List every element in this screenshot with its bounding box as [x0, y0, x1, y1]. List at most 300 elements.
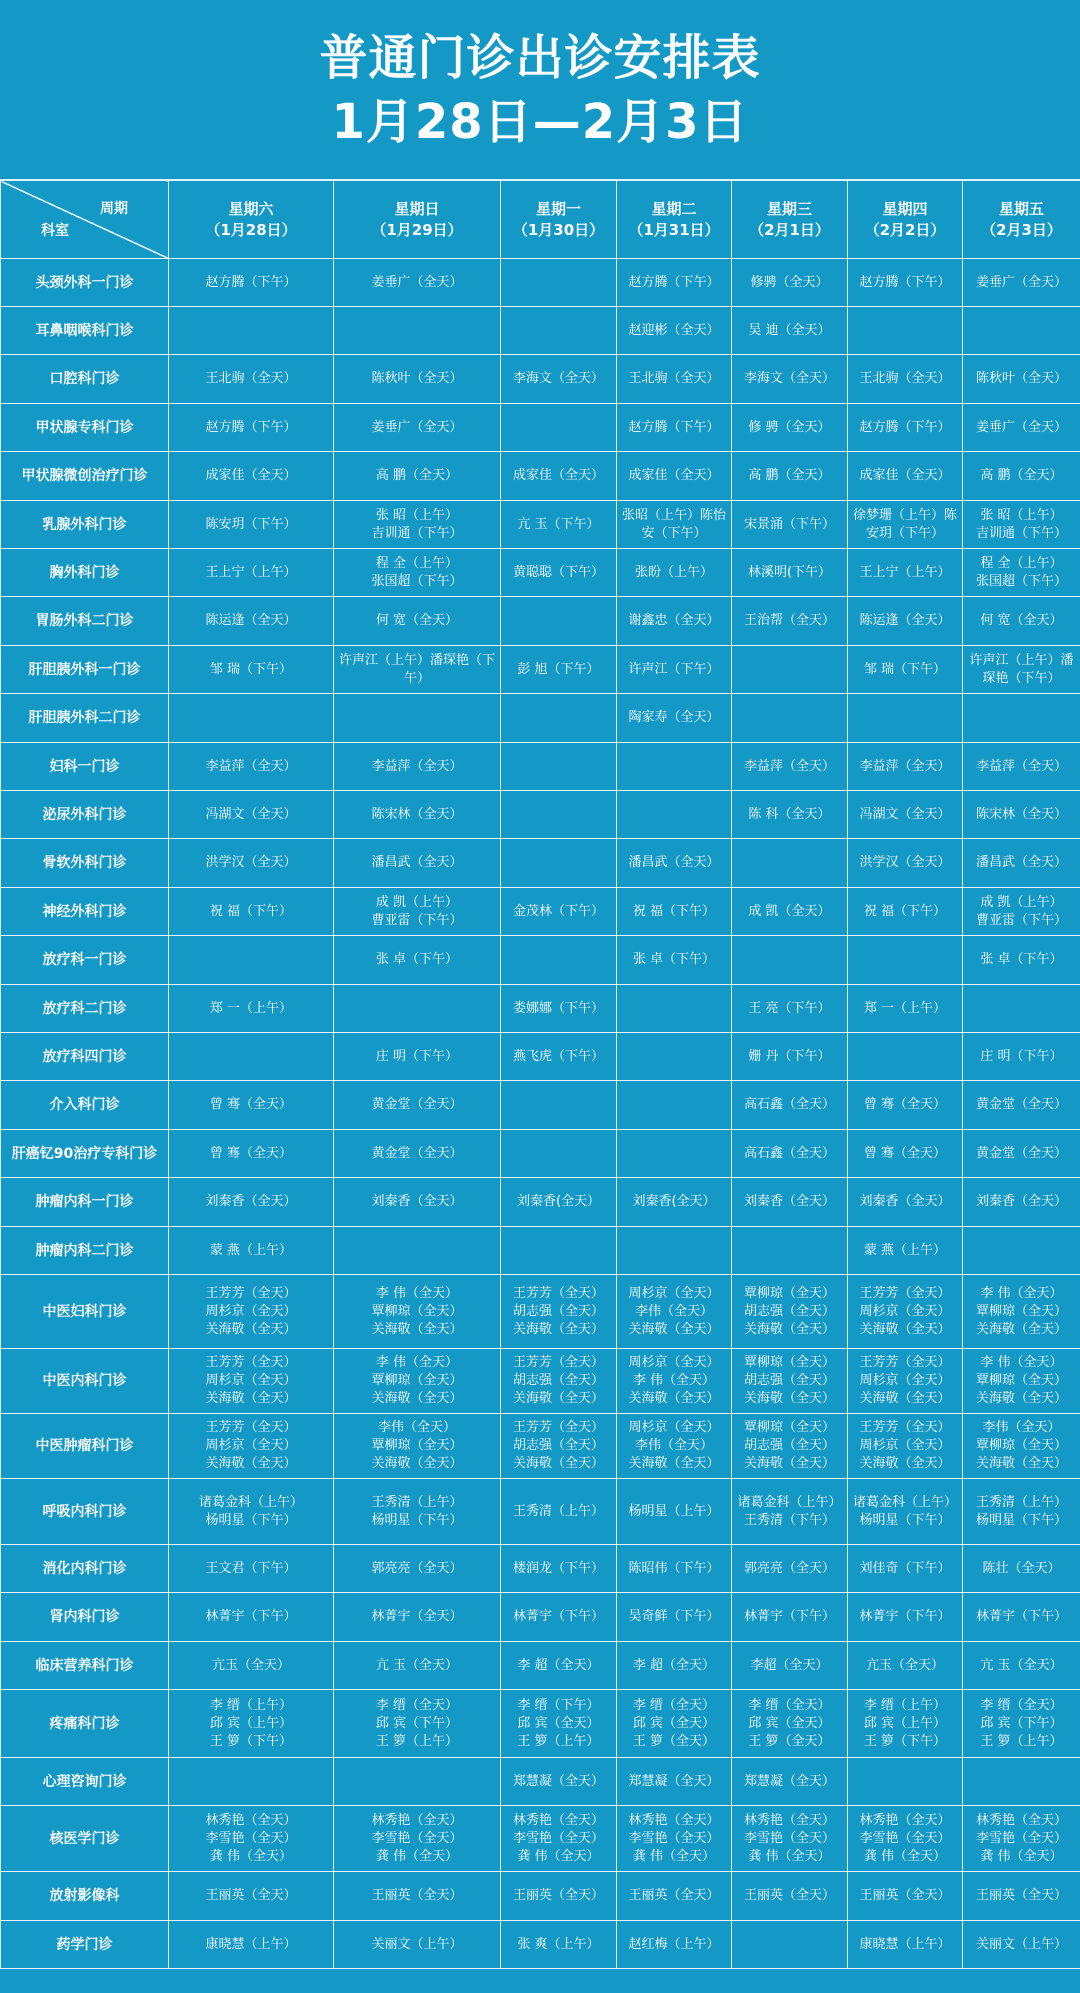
department-name: 甲状腺微创治疗门诊	[1, 452, 169, 501]
schedule-cell	[501, 1806, 617, 1872]
doctor-entry: 关海敬（全天）	[859, 1321, 951, 1337]
department-name: 神经外科门诊	[1, 888, 169, 936]
schedule-cell	[334, 1349, 501, 1414]
doctor-entry: 刘秦香（全天）	[859, 1194, 951, 1209]
schedule-cell	[617, 1690, 732, 1758]
department-name: 胃肠外科二门诊	[1, 597, 169, 646]
doctor-entry: 亢 玉（下午）	[517, 516, 600, 532]
table-row	[1, 1690, 1080, 1758]
doctor-entry: 何 宽（全天）	[980, 613, 1063, 628]
doctor-entry: 周杉京（全天）	[628, 1420, 720, 1435]
doctor-entry: 林秀艳（全天）	[859, 1812, 951, 1828]
doctor-entry: 关海敬（全天）	[859, 1456, 951, 1471]
doctor-entry: 刘秦香(全天）	[632, 1194, 716, 1209]
doctor-entry: 关海敬（全天）	[205, 1456, 297, 1471]
schedule-cell	[501, 1758, 617, 1806]
table-row	[1, 549, 1080, 597]
table-row	[1, 1758, 1080, 1806]
schedule-cell	[334, 791, 501, 839]
doctor-entry: 林秀艳（全天）	[743, 1812, 835, 1828]
doctor-entry: 张 卓（下午）	[375, 952, 459, 967]
doctor-entry: 王 箩（上午）	[980, 1733, 1063, 1749]
doctor-entry: 李益萍（全天）	[371, 758, 463, 774]
schedule-cell	[617, 452, 732, 501]
schedule-cell	[617, 501, 732, 549]
doctor-entry: 王芳芳（全天）	[859, 1285, 951, 1301]
doctor-entry: 龚 伟（全天）	[980, 1848, 1063, 1864]
doctor-entry: 赵方腾（下午）	[628, 274, 720, 290]
schedule-cell	[617, 1642, 732, 1690]
page-header	[0, 0, 1080, 180]
schedule-cell	[501, 1642, 617, 1690]
schedule-cell	[169, 1130, 334, 1178]
doctor-entry: 高 鹏（全天）	[375, 468, 459, 483]
table-row	[1, 1642, 1080, 1690]
doctor-entry: 高石鑫（全天）	[743, 1097, 835, 1112]
day-date: （1月31日）	[628, 220, 720, 239]
schedule-cell	[501, 646, 617, 694]
doctor-entry: 徐梦珊（上午）陈安玥（下午）	[852, 507, 957, 541]
schedule-cell	[617, 1921, 732, 1969]
schedule-cell	[848, 452, 963, 501]
doctor-entry: 关海敬（全天）	[628, 1321, 720, 1337]
schedule-cell	[848, 1758, 963, 1806]
doctor-entry: 王秀清（上午）	[512, 1503, 604, 1519]
doctor-entry: 曾 骞（全天）	[209, 1145, 293, 1161]
doctor-entry: 赵方腾（下午）	[859, 419, 951, 435]
doctor-entry: 刘秦香（全天）	[205, 1194, 297, 1209]
schedule-cell	[169, 259, 334, 307]
doctor-entry: 李 伟（全天）	[375, 1355, 459, 1370]
department-name: 中医妇科门诊	[1, 1275, 169, 1349]
doctor-entry: 李超（全天）	[750, 1657, 829, 1673]
doctor-entry: 潘昌武（全天）	[975, 855, 1067, 870]
corner-header	[1, 181, 169, 259]
doctor-entry: 吴奇鲜（下午）	[628, 1609, 720, 1624]
doctor-entry: 陈运逢（全天）	[205, 613, 297, 628]
doctor-entry: 陈宋林（全天）	[975, 806, 1067, 822]
schedule-cell	[334, 597, 501, 646]
doctor-entry: 李雪艳（全天）	[859, 1830, 951, 1846]
doctor-entry: 姗 丹（下午）	[748, 1048, 831, 1064]
department-name: 肿瘤内科一门诊	[1, 1178, 169, 1227]
schedule-cell	[963, 743, 1080, 791]
department-name: 妇科一门诊	[1, 743, 169, 791]
schedule-cell	[617, 1081, 732, 1130]
day-name: 星期二	[651, 199, 697, 218]
schedule-cell	[617, 355, 732, 404]
department-name: 药学门诊	[1, 1921, 169, 1969]
doctor-entry: 赵方腾（下午）	[205, 419, 297, 435]
table-row	[1, 839, 1080, 888]
schedule-cell	[501, 1545, 617, 1593]
doctor-entry: 赵方腾（下午）	[628, 419, 720, 435]
doctor-entry: 李 伟（全天）	[980, 1285, 1063, 1301]
schedule-cell	[501, 1479, 617, 1545]
doctor-entry: 王 箩（上午）	[517, 1733, 600, 1749]
schedule-cell	[848, 1479, 963, 1545]
day-name: 星期四	[882, 199, 928, 218]
department-name: 核医学门诊	[1, 1806, 169, 1872]
schedule-cell	[334, 1227, 501, 1275]
schedule-cell	[169, 307, 334, 355]
doctor-entry: 林菁宇（全天）	[371, 1609, 463, 1624]
department-name: 肾内科门诊	[1, 1593, 169, 1642]
schedule-cell	[169, 1178, 334, 1227]
doctor-entry: 王治帮（全天）	[743, 613, 835, 628]
schedule-cell	[732, 1545, 848, 1593]
department-name: 放疗科一门诊	[1, 936, 169, 985]
doctor-entry: 林秀艳（全天）	[975, 1812, 1067, 1828]
schedule-cell	[617, 597, 732, 646]
doctor-entry: 冯湖文（全天）	[859, 806, 951, 822]
doctor-entry: 李雪艳（全天）	[743, 1830, 835, 1846]
doctor-entry: 林菁宇（下午）	[975, 1609, 1067, 1624]
doctor-entry: 程 全（上午）	[375, 555, 459, 571]
doctor-entry: 陈安玥（下午）	[205, 516, 297, 532]
doctor-entry: 周杉京（全天）	[205, 1373, 297, 1388]
schedule-cell	[732, 743, 848, 791]
schedule-cell	[848, 549, 963, 597]
department-name: 口腔科门诊	[1, 355, 169, 404]
schedule-cell	[848, 404, 963, 452]
day-date: （2月1日）	[749, 220, 830, 239]
schedule-cell	[732, 1227, 848, 1275]
schedule-cell	[848, 1642, 963, 1690]
department-name: 头颈外科一门诊	[1, 259, 169, 307]
doctor-entry: 张盼（上午）	[634, 564, 713, 580]
doctor-entry: 曹亚雷（下午）	[975, 912, 1067, 928]
schedule-cell	[963, 307, 1080, 355]
doctor-entry: 杨明星（下午）	[975, 1512, 1067, 1528]
doctor-entry: 陈壮（全天）	[982, 1560, 1061, 1576]
schedule-cell	[963, 259, 1080, 307]
doctor-entry: 洪学汉（全天）	[859, 855, 951, 870]
schedule-cell	[169, 646, 334, 694]
department-name: 肝胆胰外科二门诊	[1, 694, 169, 743]
schedule-cell	[501, 1690, 617, 1758]
day-date: （2月3日）	[981, 220, 1062, 239]
doctor-entry: 金茂林（下午）	[512, 903, 604, 919]
doctor-entry: 许声江（上午）潘琛艳（下午）	[969, 652, 1074, 686]
schedule-cell	[334, 1479, 501, 1545]
schedule-cell	[334, 743, 501, 791]
schedule-cell	[334, 839, 501, 888]
schedule-cell	[334, 1033, 501, 1081]
doctor-entry: 王上宁（上午）	[859, 564, 951, 580]
schedule-cell	[617, 1178, 732, 1227]
department-name: 肝胆胰外科一门诊	[1, 646, 169, 694]
doctor-entry: 林菁宇（下午）	[743, 1609, 835, 1624]
schedule-cell	[501, 743, 617, 791]
table-row	[1, 1806, 1080, 1872]
schedule-table	[0, 180, 1080, 1969]
doctor-entry: 蒙 燕（上午）	[209, 1242, 293, 1258]
doctor-entry: 李雪艳（全天）	[371, 1830, 463, 1846]
doctor-entry: 龚 伟（全天）	[748, 1848, 831, 1864]
schedule-cell	[963, 1349, 1080, 1414]
schedule-cell	[334, 1593, 501, 1642]
schedule-cell	[617, 1349, 732, 1414]
schedule-cell	[617, 1033, 732, 1081]
doctor-entry: 李 缙（上午）	[863, 1697, 947, 1713]
doctor-entry: 关海敬（全天）	[371, 1321, 463, 1337]
doctor-entry: 王 亮（下午）	[748, 1000, 831, 1016]
doctor-entry: 覃柳琼（全天）	[743, 1420, 835, 1435]
doctor-entry: 姜垂广（全天）	[371, 419, 463, 435]
schedule-cell	[501, 1872, 617, 1921]
department-name: 中医肿瘤科门诊	[1, 1414, 169, 1479]
schedule-cell	[963, 1414, 1080, 1479]
doctor-entry: 林秀艳（全天）	[205, 1812, 297, 1828]
schedule-cell	[501, 1921, 617, 1969]
schedule-cell	[617, 1806, 732, 1872]
doctor-entry: 王芳芳（全天）	[859, 1420, 951, 1435]
doctor-entry: 覃柳琼（全天）	[371, 1438, 463, 1453]
doctor-entry: 李益萍（全天）	[975, 758, 1067, 774]
schedule-cell	[501, 259, 617, 307]
doctor-entry: 潘昌武（全天）	[628, 855, 720, 870]
doctor-entry: 周杉京（全天）	[205, 1303, 297, 1319]
doctor-entry: 修 骋（全天）	[748, 419, 831, 435]
doctor-entry: 诸葛金科（上午）	[198, 1494, 303, 1510]
doctor-entry: 周杉京（全天）	[205, 1438, 297, 1453]
day-name: 星期日	[394, 199, 440, 218]
department-name: 消化内科门诊	[1, 1545, 169, 1593]
doctor-entry: 王芳芳（全天）	[512, 1355, 604, 1370]
schedule-cell	[848, 888, 963, 936]
schedule-cell	[848, 985, 963, 1033]
schedule-cell	[334, 259, 501, 307]
table-row	[1, 646, 1080, 694]
doctor-entry: 张国超（下午）	[975, 573, 1067, 589]
table-row	[1, 791, 1080, 839]
schedule-cell	[963, 1033, 1080, 1081]
schedule-cell	[169, 452, 334, 501]
schedule-cell	[732, 1349, 848, 1414]
table-row	[1, 501, 1080, 549]
schedule-cell	[169, 1033, 334, 1081]
day-name: 星期五	[998, 199, 1044, 218]
schedule-cell	[501, 1033, 617, 1081]
schedule-cell	[848, 1593, 963, 1642]
schedule-cell	[617, 936, 732, 985]
schedule-cell	[732, 1758, 848, 1806]
doctor-entry: 曾 骞（全天）	[863, 1145, 947, 1161]
doctor-entry: 林溪明(下午）	[747, 564, 832, 580]
doctor-entry: 郑慧凝（全天）	[743, 1773, 835, 1789]
doctor-entry: 姜垂广（全天）	[371, 274, 463, 290]
schedule-cell	[963, 1690, 1080, 1758]
doctor-entry: 关海敬（全天）	[975, 1321, 1067, 1337]
schedule-cell	[169, 597, 334, 646]
doctor-entry: 刘秦香(全天）	[516, 1194, 601, 1209]
day-header	[617, 181, 732, 259]
doctor-entry: 李 缙（下午）	[517, 1697, 600, 1713]
doctor-entry: 郭亮亮（全天）	[743, 1560, 835, 1576]
doctor-entry: 陈宋林（全天）	[371, 806, 463, 822]
doctor-entry: 康晓慧（上午）	[859, 1936, 951, 1952]
schedule-cell	[169, 1921, 334, 1969]
schedule-cell	[169, 694, 334, 743]
doctor-entry: 李雪艳（全天）	[205, 1830, 297, 1846]
schedule-cell	[334, 1921, 501, 1969]
schedule-cell	[501, 1130, 617, 1178]
schedule-cell	[169, 743, 334, 791]
doctor-entry: 冯湖文（全天）	[205, 806, 297, 822]
schedule-cell	[169, 355, 334, 404]
schedule-cell	[169, 936, 334, 985]
schedule-cell	[617, 549, 732, 597]
doctor-entry: 王 箩（全天）	[748, 1733, 831, 1749]
doctor-entry: 亢玉（全天）	[865, 1657, 944, 1673]
schedule-cell	[334, 936, 501, 985]
doctor-entry: 亢 玉（全天）	[980, 1657, 1063, 1673]
schedule-cell	[501, 1593, 617, 1642]
doctor-entry: 李益萍（全天）	[859, 758, 951, 774]
schedule-cell	[334, 452, 501, 501]
doctor-entry: 周杉京（全天）	[628, 1355, 720, 1370]
doctor-entry: 李伟（全天）	[634, 1303, 713, 1319]
doctor-entry: 林秀艳（全天）	[371, 1812, 463, 1828]
schedule-cell	[732, 791, 848, 839]
doctor-entry: 覃柳琼（全天）	[975, 1438, 1067, 1453]
schedule-cell	[617, 404, 732, 452]
schedule-cell	[848, 1414, 963, 1479]
department-name: 临床营养科门诊	[1, 1642, 169, 1690]
department-name: 中医内科门诊	[1, 1349, 169, 1414]
schedule-cell	[501, 452, 617, 501]
schedule-cell	[848, 1081, 963, 1130]
day-date: （2月2日）	[864, 220, 946, 239]
schedule-cell	[169, 791, 334, 839]
schedule-cell	[334, 1642, 501, 1690]
schedule-cell	[169, 1690, 334, 1758]
schedule-cell	[732, 307, 848, 355]
schedule-cell	[848, 355, 963, 404]
doctor-entry: 王 箩（下午）	[863, 1733, 947, 1749]
schedule-cell	[732, 985, 848, 1033]
schedule-cell	[963, 1178, 1080, 1227]
schedule-cell	[963, 1642, 1080, 1690]
doctor-entry: 关海敬（全天）	[205, 1391, 297, 1406]
doctor-entry: 吉训通（下午）	[371, 525, 463, 541]
schedule-cell	[732, 936, 848, 985]
doctor-entry: 成 凯（全天）	[748, 903, 831, 919]
department-name: 甲状腺专科门诊	[1, 404, 169, 452]
day-header	[848, 181, 963, 259]
schedule-cell	[169, 888, 334, 936]
schedule-cell	[963, 888, 1080, 936]
schedule-cell	[963, 501, 1080, 549]
doctor-entry: 王北驹（全天）	[205, 371, 297, 386]
doctor-entry: 许声江（下午）	[628, 661, 720, 677]
doctor-entry: 成家佳（全天）	[859, 468, 951, 483]
doctor-entry: 王芳芳（全天）	[205, 1285, 297, 1301]
schedule-cell	[169, 404, 334, 452]
department-name: 放疗科二门诊	[1, 985, 169, 1033]
doctor-entry: 周杉京（全天）	[628, 1285, 720, 1301]
doctor-entry: 邹 瑞（下午）	[863, 661, 947, 677]
schedule-cell	[848, 791, 963, 839]
doctor-entry: 王丽英（全天）	[205, 1888, 297, 1903]
table-row	[1, 259, 1080, 307]
schedule-cell	[169, 1227, 334, 1275]
doctor-entry: 王 箩（下午）	[209, 1733, 293, 1749]
doctor-entry: 吉训通（下午）	[975, 525, 1067, 541]
schedule-cell	[617, 307, 732, 355]
schedule-cell	[501, 355, 617, 404]
table-row	[1, 1921, 1080, 1969]
day-header	[963, 181, 1080, 259]
schedule-cell	[501, 307, 617, 355]
doctor-entry: 蒙 燕（上午）	[863, 1242, 947, 1258]
doctor-entry: 王丽英（全天）	[859, 1888, 951, 1903]
table-row	[1, 1414, 1080, 1479]
schedule-cell	[169, 1081, 334, 1130]
schedule-cell	[501, 597, 617, 646]
table-row	[1, 404, 1080, 452]
schedule-cell	[501, 936, 617, 985]
doctor-entry: 张 爽（上午）	[517, 1936, 600, 1952]
schedule-cell	[169, 1414, 334, 1479]
day-date: （1月29日）	[371, 220, 463, 239]
schedule-cell	[617, 888, 732, 936]
schedule-cell	[963, 1227, 1080, 1275]
schedule-cell	[334, 1130, 501, 1178]
doctor-entry: 王秀清（上午）	[371, 1494, 463, 1510]
doctor-entry: 陈运逢（全天）	[859, 613, 951, 628]
doctor-entry: 郑 一（上午）	[209, 1000, 293, 1016]
doctor-entry: 祝 福（下午）	[209, 903, 293, 919]
schedule-cell	[334, 1758, 501, 1806]
doctor-entry: 关海敬（全天）	[628, 1456, 720, 1471]
schedule-cell	[963, 549, 1080, 597]
doctor-entry: 王秀清（下午）	[743, 1512, 835, 1528]
table-row	[1, 307, 1080, 355]
table-row	[1, 1130, 1080, 1178]
doctor-entry: 王秀清（上午）	[975, 1494, 1067, 1510]
doctor-entry: 亢 玉（全天）	[375, 1657, 459, 1673]
doctor-entry: 曾 骞（全天）	[209, 1097, 293, 1112]
doctor-entry: 张 卓（下午）	[980, 952, 1063, 967]
doctor-entry: 龚 伟（全天）	[517, 1848, 600, 1864]
doctor-entry: 庄 明（下午）	[980, 1048, 1063, 1064]
doctor-entry: 成家佳（全天）	[512, 468, 604, 483]
schedule-cell	[732, 355, 848, 404]
doctor-entry: 王 箩（上午）	[375, 1733, 459, 1749]
schedule-cell	[334, 985, 501, 1033]
day-date: （1月28日）	[205, 220, 297, 239]
doctor-entry: 张昭（上午）陈怡安（下午）	[621, 507, 726, 541]
schedule-cell	[848, 1349, 963, 1414]
table-row	[1, 1872, 1080, 1921]
doctor-entry: 李伟（全天）	[982, 1420, 1061, 1435]
department-name: 乳腺外科门诊	[1, 501, 169, 549]
schedule-cell	[963, 694, 1080, 743]
doctor-entry: 郑 一（上午）	[863, 1000, 947, 1016]
doctor-entry: 关海敬（全天）	[371, 1456, 463, 1471]
schedule-cell	[169, 1872, 334, 1921]
doctor-entry: 周杉京（全天）	[859, 1303, 951, 1319]
schedule-cell	[169, 1806, 334, 1872]
table-row	[1, 1275, 1080, 1349]
doctor-entry: 黄金堂（全天）	[371, 1145, 463, 1161]
doctor-entry: 胡志强（全天）	[512, 1303, 604, 1319]
schedule-cell	[732, 404, 848, 452]
schedule-cell	[732, 1275, 848, 1349]
doctor-entry: 杨明星（上午）	[628, 1503, 720, 1519]
